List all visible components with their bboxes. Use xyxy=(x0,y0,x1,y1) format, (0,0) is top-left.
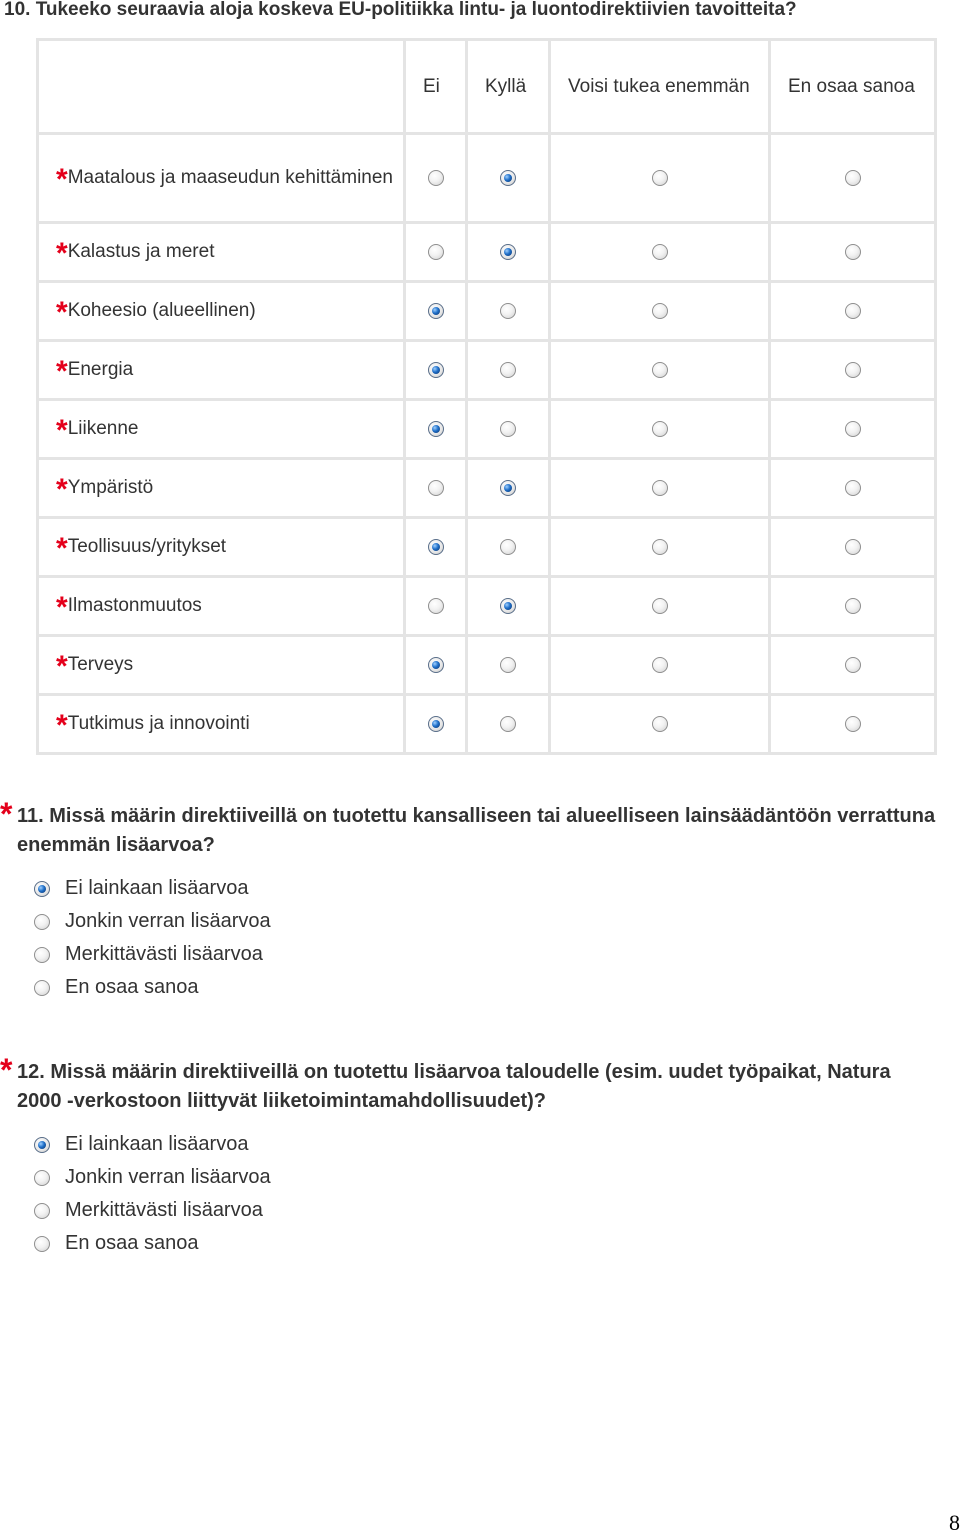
matrix-row-label xyxy=(38,636,405,695)
question-10-title: 10. Tukeeko seuraavia aloja koskeva EU-politiikka lintu- ja luontodirektiivien tavoitteita? xyxy=(4,0,797,20)
radio-button[interactable] xyxy=(500,657,516,673)
matrix-cell xyxy=(550,134,770,223)
radio-button[interactable] xyxy=(34,1170,50,1186)
radio-button[interactable] xyxy=(500,716,516,732)
matrix-row-label xyxy=(38,577,405,636)
column-header-ei: Ei xyxy=(405,40,467,134)
matrix-cell xyxy=(550,341,770,400)
matrix-cell xyxy=(405,636,467,695)
row-label-text: Koheesio (alueellinen) xyxy=(67,300,256,321)
option-label: En osaa sanoa xyxy=(65,1232,199,1254)
required-marker: * xyxy=(56,532,68,565)
option-item[interactable] xyxy=(0,1161,940,1194)
row-label-text: Ilmastonmuutos xyxy=(67,595,202,616)
matrix-cell xyxy=(467,459,550,518)
row-label-text: Liikenne xyxy=(67,418,139,439)
required-marker: * xyxy=(56,473,68,506)
matrix-row xyxy=(38,695,936,754)
matrix-cell xyxy=(550,518,770,577)
column-header-voisi-tukea: Voisi tukea enemmän xyxy=(550,40,770,134)
question-11-text: 11. Missä määrin direktiiveillä on tuotettu kansalliseen tai alueelliseen lainsäädäntöön verrattuna enemmän lisäarvoa? xyxy=(17,805,936,856)
radio-button[interactable] xyxy=(428,480,444,496)
radio-button[interactable] xyxy=(500,598,516,614)
row-label-text: Energia xyxy=(67,359,134,380)
option-label: Ei lainkaan lisäarvoa xyxy=(65,877,249,899)
radio-button[interactable] xyxy=(34,1137,50,1153)
matrix-cell xyxy=(467,341,550,400)
matrix-cell xyxy=(467,134,550,223)
radio-button[interactable] xyxy=(428,303,444,319)
matrix-row-label xyxy=(38,518,405,577)
option-label: Merkittävästi lisäarvoa xyxy=(65,1199,263,1221)
radio-button[interactable] xyxy=(652,303,668,319)
option-label: Merkittävästi lisäarvoa xyxy=(65,943,263,965)
option-item[interactable] xyxy=(0,905,940,938)
matrix-cell xyxy=(405,459,467,518)
radio-button[interactable] xyxy=(652,362,668,378)
matrix-cell xyxy=(550,282,770,341)
row-label-text: Ympäristö xyxy=(67,477,154,498)
required-marker: * xyxy=(56,650,68,683)
matrix-row-label xyxy=(38,695,405,754)
question-12-options xyxy=(0,1128,940,1260)
matrix-cell xyxy=(550,223,770,282)
question-11 xyxy=(0,796,940,1004)
option-label: Ei lainkaan lisäarvoa xyxy=(65,1133,249,1155)
matrix-cell xyxy=(550,400,770,459)
matrix-cell xyxy=(405,341,467,400)
matrix-cell xyxy=(770,459,936,518)
matrix-cell xyxy=(467,400,550,459)
matrix-cell xyxy=(770,400,936,459)
radio-button[interactable] xyxy=(500,362,516,378)
matrix-cell xyxy=(405,223,467,282)
radio-button[interactable] xyxy=(428,362,444,378)
radio-button[interactable] xyxy=(652,244,668,260)
radio-button[interactable] xyxy=(652,598,668,614)
matrix-cell xyxy=(770,636,936,695)
radio-button[interactable] xyxy=(34,914,50,930)
required-marker: * xyxy=(56,163,68,196)
question-12 xyxy=(0,1052,940,1260)
radio-button[interactable] xyxy=(845,170,861,186)
radio-button[interactable] xyxy=(428,598,444,614)
matrix-cell xyxy=(405,695,467,754)
radio-button[interactable] xyxy=(500,480,516,496)
radio-button[interactable] xyxy=(500,244,516,260)
option-item[interactable] xyxy=(0,872,940,905)
matrix-row xyxy=(38,636,936,695)
matrix-cell xyxy=(467,695,550,754)
matrix-cell xyxy=(550,577,770,636)
radio-button[interactable] xyxy=(428,657,444,673)
radio-button[interactable] xyxy=(500,170,516,186)
matrix-row xyxy=(38,459,936,518)
radio-button[interactable] xyxy=(845,362,861,378)
matrix-cell xyxy=(405,134,467,223)
matrix-cell xyxy=(467,577,550,636)
page-number: 8 xyxy=(949,1510,960,1535)
matrix-corner-cell xyxy=(38,40,405,134)
matrix-cell xyxy=(405,400,467,459)
radio-button[interactable] xyxy=(652,539,668,555)
required-marker: * xyxy=(56,591,68,624)
radio-button[interactable] xyxy=(428,170,444,186)
matrix-row-label xyxy=(38,223,405,282)
radio-button[interactable] xyxy=(428,421,444,437)
option-label: Jonkin verran lisäarvoa xyxy=(65,1166,271,1188)
option-item[interactable] xyxy=(0,1194,940,1227)
question-10-matrix xyxy=(36,38,937,755)
matrix-row xyxy=(38,134,936,223)
radio-button[interactable] xyxy=(34,881,50,897)
matrix-cell xyxy=(770,518,936,577)
matrix-row-label xyxy=(38,341,405,400)
radio-button[interactable] xyxy=(428,716,444,732)
required-marker: * xyxy=(56,296,68,329)
matrix-row xyxy=(38,400,936,459)
row-label-text: Tutkimus ja innovointi xyxy=(67,713,250,734)
radio-button[interactable] xyxy=(845,480,861,496)
option-label: Jonkin verran lisäarvoa xyxy=(65,910,271,932)
radio-button[interactable] xyxy=(652,421,668,437)
option-label: En osaa sanoa xyxy=(65,976,199,998)
option-item[interactable] xyxy=(0,971,940,1004)
radio-button[interactable] xyxy=(34,1203,50,1219)
matrix-cell xyxy=(405,577,467,636)
row-label-text: Maatalous ja maaseudun kehittäminen xyxy=(67,167,393,188)
matrix-cell xyxy=(770,134,936,223)
option-item[interactable] xyxy=(0,938,940,971)
matrix-cell xyxy=(405,282,467,341)
matrix-cell xyxy=(467,282,550,341)
matrix-cell xyxy=(770,577,936,636)
row-label-text: Teollisuus/yritykset xyxy=(67,536,227,557)
question-12-title: * 12. Missä määrin direktiiveillä on tuotettu lisäarvoa taloudelle (esim. uudet työpaikat, Natura 2000 -verkostoon liittyvät liiketoimintamahdollisuudet)? xyxy=(0,1052,891,1112)
matrix-row xyxy=(38,577,936,636)
matrix-row-label xyxy=(38,134,405,223)
matrix-cell xyxy=(550,636,770,695)
matrix-cell xyxy=(550,459,770,518)
radio-button[interactable] xyxy=(845,539,861,555)
required-marker: * xyxy=(56,237,68,270)
required-marker: * xyxy=(56,414,68,447)
radio-button[interactable] xyxy=(652,657,668,673)
column-header-kylla: Kyllä xyxy=(467,40,550,134)
matrix-row xyxy=(38,341,936,400)
option-item[interactable] xyxy=(0,1128,940,1161)
matrix-cell xyxy=(467,518,550,577)
radio-button[interactable] xyxy=(500,421,516,437)
radio-button[interactable] xyxy=(845,421,861,437)
radio-button[interactable] xyxy=(845,303,861,319)
row-label-text: Terveys xyxy=(67,654,134,675)
option-item[interactable] xyxy=(0,1227,940,1260)
radio-button[interactable] xyxy=(34,1236,50,1252)
question-12-text: 12. Missä määrin direktiiveillä on tuotettu lisäarvoa taloudelle (esim. uudet työpaikat, Natura 2000 -verkostoon liittyvät liiketoimintamahdollisuudet)? xyxy=(17,1061,891,1112)
matrix-row-label xyxy=(38,459,405,518)
matrix-row-label xyxy=(38,400,405,459)
radio-button[interactable] xyxy=(34,947,50,963)
radio-button[interactable] xyxy=(428,539,444,555)
matrix-cell xyxy=(770,695,936,754)
matrix-cell xyxy=(770,282,936,341)
question-11-title: * 11. Missä määrin direktiiveillä on tuotettu kansalliseen tai alueelliseen lainsäädäntöön verrattuna enemmän lisäarvoa? xyxy=(0,796,936,856)
radio-button[interactable] xyxy=(500,303,516,319)
row-label-text: Kalastus ja meret xyxy=(67,241,215,262)
required-marker: * xyxy=(56,355,68,388)
matrix-row xyxy=(38,282,936,341)
matrix-cell xyxy=(467,223,550,282)
column-header-en-osaa: En osaa sanoa xyxy=(770,40,936,134)
radio-button[interactable] xyxy=(845,598,861,614)
matrix-cell xyxy=(770,341,936,400)
radio-button[interactable] xyxy=(652,716,668,732)
matrix-cell xyxy=(467,636,550,695)
radio-button[interactable] xyxy=(845,716,861,732)
required-marker: * xyxy=(56,709,68,742)
radio-button[interactable] xyxy=(652,480,668,496)
matrix-row xyxy=(38,518,936,577)
matrix-row-label xyxy=(38,282,405,341)
radio-button[interactable] xyxy=(845,244,861,260)
matrix-cell xyxy=(550,695,770,754)
radio-button[interactable] xyxy=(428,244,444,260)
radio-button[interactable] xyxy=(500,539,516,555)
radio-button[interactable] xyxy=(652,170,668,186)
matrix-cell xyxy=(405,518,467,577)
matrix-row xyxy=(38,223,936,282)
question-11-options xyxy=(0,872,940,1004)
radio-button[interactable] xyxy=(34,980,50,996)
radio-button[interactable] xyxy=(845,657,861,673)
matrix-cell xyxy=(770,223,936,282)
